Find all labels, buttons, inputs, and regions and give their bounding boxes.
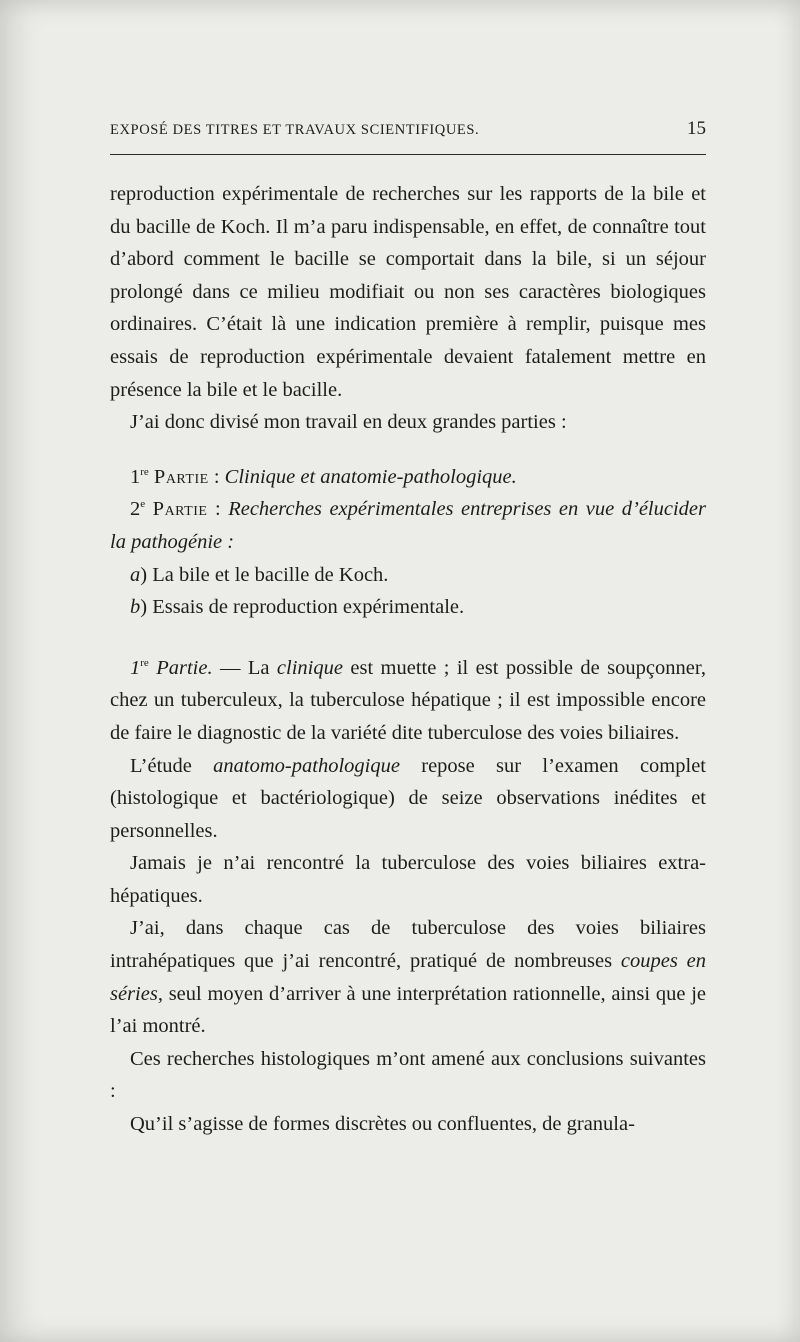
header-rule xyxy=(110,154,706,155)
part-1-line: 1re Partie : Clinique et anatomie-pathologique. xyxy=(130,465,517,488)
spacer xyxy=(110,439,706,461)
page-number: 15 xyxy=(687,118,706,139)
paragraph-recherches: Ces recherches histologiques m’ont amené aux conclusions suivantes : xyxy=(110,1047,706,1103)
paragraph-coupes: J’ai, dans chaque cas de tuberculose des voies biliaires intrahépatiques que j’ai rencontré, pratiqué de nombreuses coupes en séries, seul moyen d’arriver à une interprétation rationnelle, ainsi que je l’ai montré. xyxy=(110,917,707,1038)
list-item-a: a) La bile et le bacille de Koch. xyxy=(130,563,389,586)
body-text xyxy=(110,178,706,1141)
part-2-line: 2e Partie : Recherches expérimentales entreprises en vue d’élucider la pathogénie : xyxy=(110,498,706,553)
page-header xyxy=(110,118,706,140)
paragraph-2: J’ai donc divisé mon travail en deux grandes parties : xyxy=(130,411,567,434)
spacer xyxy=(110,624,706,652)
running-title: EXPOSÉ DES TITRES ET TRAVAUX SCIENTIFIQUES. xyxy=(110,122,480,138)
paragraph-last: Qu’il s’agisse de formes discrètes ou confluentes, de granula- xyxy=(130,1113,635,1136)
paragraph-1: reproduction expérimentale de recherches sur les rapports de la bile et du bacille de Koch. Il m’a paru indispensable, en effet, de connaître tout d’abord comment le bacille se comportait dans la bile, si un séjour prolongé dans ce milieu modifiait ou non ses caractères biologiques ordinaires. C’était là une indication première à remplir, puisque mes essais de reproduction expérimentale devaient fatalement mettre en présence la bile et le bacille. xyxy=(110,183,706,401)
section-part-1: 1re Partie. — La clinique est muette ; il est possible de soupçonner, chez un tuberculeux, la tuberculose hépatique ; il est impossible encore de faire le diagnostic de la variété dite tuberculose des voies biliaires. xyxy=(110,656,706,744)
paragraph-anatomo: L’étude anatomo-pathologique repose sur l’examen complet (histologique et bactériologique) de seize observations inédites et personnelles. xyxy=(110,754,706,842)
list-item-b: b) Essais de reproduction expérimentale. xyxy=(130,596,465,619)
paragraph-jamais: Jamais je n’ai rencontré la tuberculose des voies biliaires extra-hépatiques. xyxy=(110,852,706,907)
